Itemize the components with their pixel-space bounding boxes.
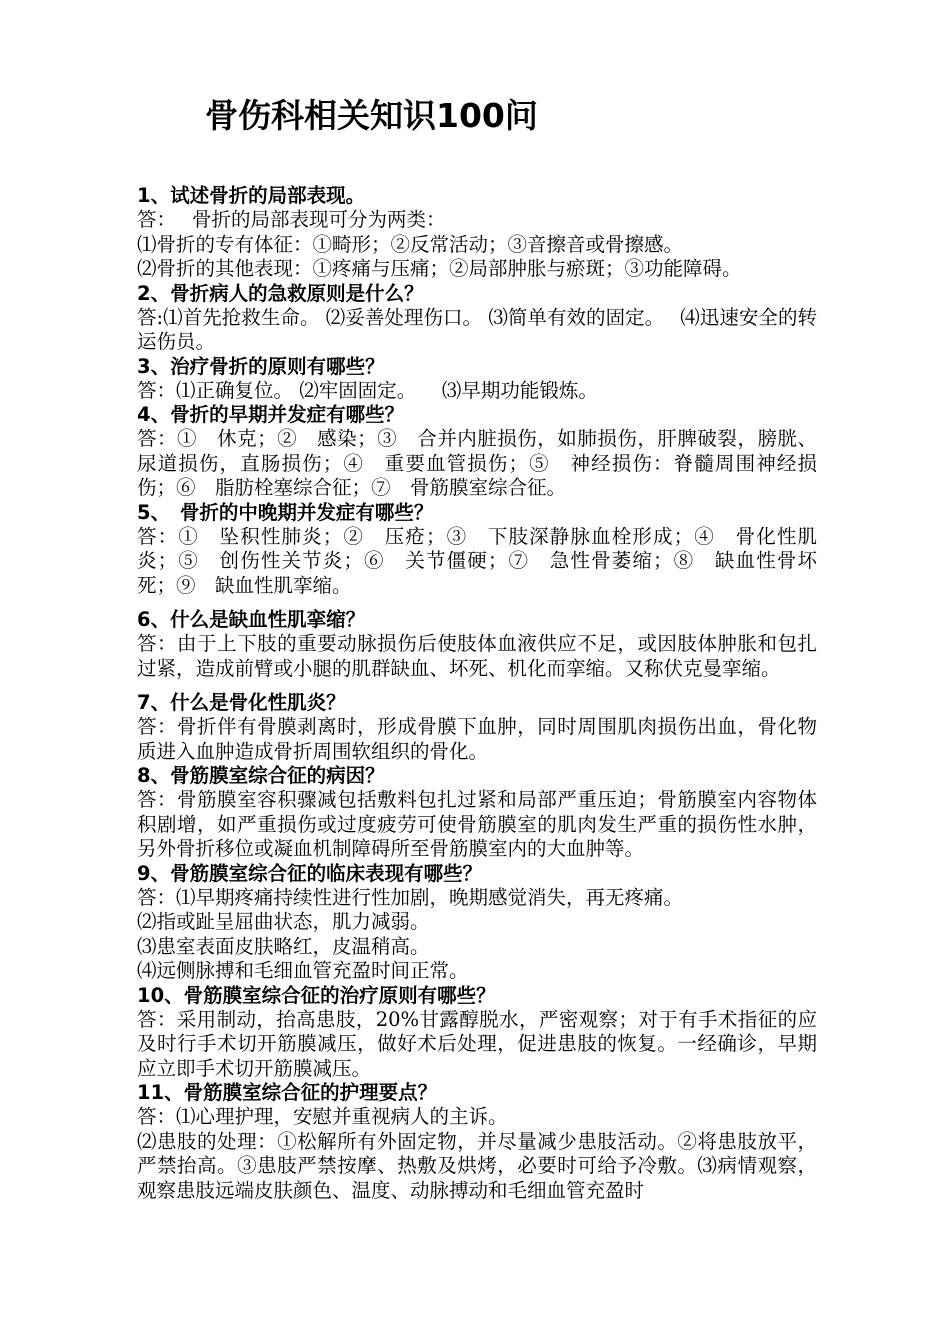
question-6: 6、什么是缺血性肌挛缩？: [137, 608, 366, 631]
answer-7: 答：骨折伴有骨膜剥离时，形成骨膜下血肿，同时周围肌肉损伤出血，骨化物质进入血肿造成骨折周围软组织的骨化。: [137, 715, 817, 763]
answer-9-line-1: 答：⑴早期疼痛持续性进行性加剧，晚期感觉消失，再无疼痛。: [137, 885, 684, 909]
qa-item-5: [137, 501, 817, 599]
answer-3: 答：⑴正确复位。 ⑵牢固固定。 ⑶早期功能锻炼。: [137, 378, 598, 402]
spacer: [137, 681, 817, 691]
qa-item-4: [137, 403, 817, 501]
answer-6: 答：由于上下肢的重要动脉损伤后使肢体血液供应不足，或因肢体肿胀和包扎过紧，造成前臂或小腿的肌群缺血、坏死、机化而挛缩。又称伏克曼挛缩。: [137, 632, 817, 680]
question-7: 7、什么是骨化性肌炎？: [137, 691, 346, 714]
answer-2: 答:⑴首先抢救生命。 ⑵妥善处理伤口。 ⑶简单有效的固定。 ⑷迅速安全的转运伤员。: [137, 305, 817, 353]
answer-8: 答：骨筋膜室容积骤减包括敷料包扎过紧和局部严重压迫；骨筋膜室内容物体积剧增，如严重损伤或过度疲劳可使骨筋膜室的肌肉发生严重的损伤性水肿，另外骨折移位或凝血机制障碍所至骨筋膜室内的大血肿等。: [137, 788, 817, 860]
spacer: [137, 598, 817, 608]
question-8: 8、骨筋膜室综合征的病因？: [137, 764, 385, 787]
document-page: [137, 88, 817, 1203]
qa-item-1: [137, 184, 817, 282]
question-5: 5、 骨折的中晚期并发症有哪些？: [137, 500, 434, 524]
qa-item-10: [137, 984, 817, 1082]
question-11: 11、骨筋膜室综合征的护理要点？: [137, 1081, 438, 1104]
answer-5: 答：① 坠积性肺炎；② 压疮；③ 下肢深静脉血栓形成；④ 骨化性肌炎；⑤ 创伤性关节炎；⑥ 关节僵硬；⑦ 急性骨萎缩；⑧ 缺血性骨坏死；⑨ 缺血性肌挛缩。: [137, 524, 817, 597]
answer-1-line-1: 答： 骨折的局部表现可分为两类：: [137, 208, 446, 231]
answer-4: 答：① 休克；② 感染；③ 合并内脏损伤，如肺损伤，肝脾破裂，膀胱、尿道损伤，直肠损伤；④ 重要血管损伤；⑤ 神经损伤：脊髓周围神经损伤；⑥ 脂肪栓塞综合征；⑦ 骨筋膜室综合征。: [137, 427, 817, 499]
question-2: 2、骨折病人的急救原则是什么？: [137, 281, 424, 305]
question-9: 9、骨筋膜室综合征的临床表现有哪些？: [137, 861, 483, 885]
question-4: 4、骨折的早期并发症有哪些？: [137, 403, 405, 426]
question-10: 10、骨筋膜室综合征的治疗原则有哪些？: [137, 983, 496, 1007]
qa-item-7: [137, 691, 817, 764]
answer-9-line-2: ⑵指或趾呈屈曲状态，肌力减弱。: [137, 910, 430, 933]
answer-11-line-1: 答：⑴心理护理，安慰并重视病人的主诉。: [137, 1105, 508, 1128]
qa-item-11: [137, 1081, 817, 1203]
question-1: 1、试述骨折的局部表现。: [137, 184, 366, 207]
qa-item-3: [137, 355, 817, 404]
answer-11-line-2: ⑵患肢的处理：①松解所有外固定物，并尽量减少患肢活动。②将患肢放平，严禁抬高。③患肢严禁按摩、热敷及烘烤，必要时可给予冷敷。⑶病情观察，观察患肢远端皮肤颜色、温度、动脉搏动和毛细血管充盈时: [137, 1129, 817, 1202]
qa-item-6: [137, 608, 817, 681]
qa-item-9: [137, 862, 817, 984]
answer-1-line-3: ⑵骨折的其他表现：①疼痛与压痛；②局部肿胀与瘀斑；③功能障碍。: [137, 257, 742, 280]
answer-1-line-2: ⑴骨折的专有体征：①畸形；②反常活动；③音擦音或骨擦感。: [137, 232, 684, 256]
answer-9-line-3: ⑶患室表面皮肤略红，皮温稍高。: [137, 934, 430, 958]
qa-item-2: [137, 282, 817, 355]
answer-9-line-4: ⑷远侧脉搏和毛细血管充盈时间正常。: [137, 959, 469, 982]
qa-item-8: [137, 764, 817, 862]
document-title: 骨伤科相关知识100问: [205, 96, 538, 135]
question-3: 3、治疗骨折的原则有哪些？: [137, 354, 385, 378]
answer-10: 答：采用制动，抬高患肢，20%甘露醇脱水，严密观察；对于有手术指征的应及时行手术切开筋膜减压，做好术后处理，促进患肢的恢复。一经确诊，早期应立即手术切开筋膜减压。: [137, 1007, 817, 1080]
